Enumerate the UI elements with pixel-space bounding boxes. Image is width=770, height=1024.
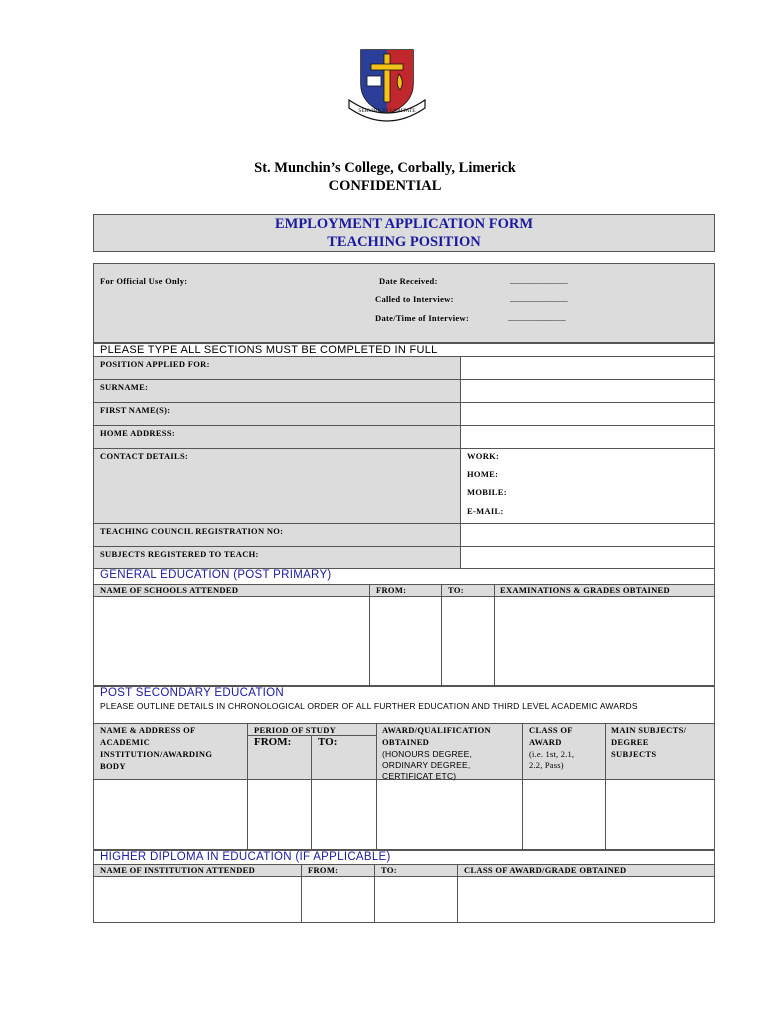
confidential-label: CONFIDENTIAL xyxy=(328,178,442,194)
col-award-1: AWARD/QUALIFICATION xyxy=(382,725,491,735)
email-label: E-MAIL: xyxy=(467,506,504,516)
subjects-field[interactable] xyxy=(461,547,713,568)
first-names-field[interactable] xyxy=(461,403,713,425)
home-address-label: HOME ADDRESS: xyxy=(100,428,175,438)
official-use-label: For Official Use Only: xyxy=(100,276,188,286)
interview-datetime-label: Date/Time of Interview: xyxy=(375,313,470,323)
post-secondary-table xyxy=(93,686,715,850)
col-class-4: 2.2, Pass) xyxy=(529,760,564,770)
crest-motto: SERVIRE IN CARITATE xyxy=(358,108,416,114)
form-subtitle: TEACHING POSITION xyxy=(327,234,481,250)
mobile-label: MOBILE: xyxy=(467,487,507,497)
form-title-box xyxy=(93,214,715,252)
col-award-5: CERTIFICAT ETC) xyxy=(382,771,457,781)
col-award-3: (HONOURS DEGREE, xyxy=(382,749,473,759)
date-received-blank: _____________ xyxy=(510,275,568,285)
work-phone-label: WORK: xyxy=(467,451,500,461)
instruction-text: PLEASE TYPE ALL SECTIONS MUST BE COMPLETED IN FULL xyxy=(100,344,438,356)
post-secondary-entry-area[interactable] xyxy=(94,780,714,849)
teaching-council-label: TEACHING COUNCIL REGISTRATION NO: xyxy=(100,526,284,536)
col-subjects-1: MAIN SUBJECTS/ xyxy=(611,725,687,735)
personal-details-table xyxy=(93,343,715,569)
college-name: St. Munchin’s College, Corbally, Limerick xyxy=(254,160,516,176)
called-interview-label: Called to Interview: xyxy=(375,294,454,304)
post-secondary-title: POST SECONDARY EDUCATION xyxy=(100,687,284,699)
col-award-2: OBTAINED xyxy=(382,737,430,747)
subjects-label: SUBJECTS REGISTERED TO TEACH: xyxy=(100,549,259,559)
col-hdip-to: TO: xyxy=(381,865,397,875)
col-exams-grades: EXAMINATIONS & GRADES OBTAINED xyxy=(500,585,670,595)
official-use-box xyxy=(93,263,715,343)
col-class-of-award: CLASS OF AWARD/GRADE OBTAINED xyxy=(464,865,627,875)
home-phone-label: HOME: xyxy=(467,469,499,479)
col-institution-3: INSTITUTION/AWARDING xyxy=(100,749,213,759)
col-award-4: ORDINARY DEGREE, xyxy=(382,760,471,770)
col-institution-attended: NAME OF INSTITUTION ATTENDED xyxy=(100,865,256,875)
first-names-label: FIRST NAME(S): xyxy=(100,405,171,415)
higher-diploma-title: HIGHER DIPLOMA IN EDUCATION (IF APPLICABLE) xyxy=(100,851,391,863)
col-institution-1: NAME & ADDRESS OF xyxy=(100,725,196,735)
general-education-table xyxy=(93,568,715,686)
col-schools-attended: NAME OF SCHOOLS ATTENDED xyxy=(100,585,239,595)
interview-datetime-blank: _____________ xyxy=(508,312,566,322)
col-from: FROM: xyxy=(376,585,407,595)
home-address-field[interactable] xyxy=(461,426,713,448)
teaching-council-field[interactable] xyxy=(461,524,713,546)
date-received-label: Date Received: xyxy=(379,276,438,286)
col-period-to: TO: xyxy=(318,736,338,748)
col-subjects-3: SUBJECTS xyxy=(611,749,657,759)
col-period-from: FROM: xyxy=(254,736,292,748)
col-class-3: (i.e. 1st, 2.1, xyxy=(529,749,575,759)
contact-details-label: CONTACT DETAILS: xyxy=(100,451,189,461)
higher-diploma-entry-area[interactable] xyxy=(94,877,714,922)
form-title: EMPLOYMENT APPLICATION FORM xyxy=(274,216,534,232)
surname-field[interactable] xyxy=(461,380,713,402)
position-field[interactable] xyxy=(461,357,713,379)
col-period-of-study: PERIOD OF STUDY xyxy=(254,725,337,735)
post-secondary-note: PLEASE OUTLINE DETAILS IN CHRONOLOGICAL ORDER OF ALL FURTHER EDUCATION AND THIRD LEVEL ACADEMIC AWARDS xyxy=(100,701,638,711)
called-interview-blank: _____________ xyxy=(510,293,568,303)
col-hdip-from: FROM: xyxy=(308,865,339,875)
position-label: POSITION APPLIED FOR: xyxy=(100,359,210,369)
surname-label: SURNAME: xyxy=(100,382,149,392)
col-institution-2: ACADEMIC xyxy=(100,737,151,747)
general-education-entry-area[interactable] xyxy=(94,597,714,685)
col-class-1: CLASS OF xyxy=(529,725,573,735)
col-subjects-2: DEGREE xyxy=(611,737,649,747)
col-to: TO: xyxy=(448,585,464,595)
general-education-title: GENERAL EDUCATION (POST PRIMARY) xyxy=(100,569,332,581)
college-crest xyxy=(345,44,429,122)
higher-diploma-table xyxy=(93,850,715,923)
col-institution-4: BODY xyxy=(100,761,126,771)
col-class-2: AWARD xyxy=(529,737,562,747)
